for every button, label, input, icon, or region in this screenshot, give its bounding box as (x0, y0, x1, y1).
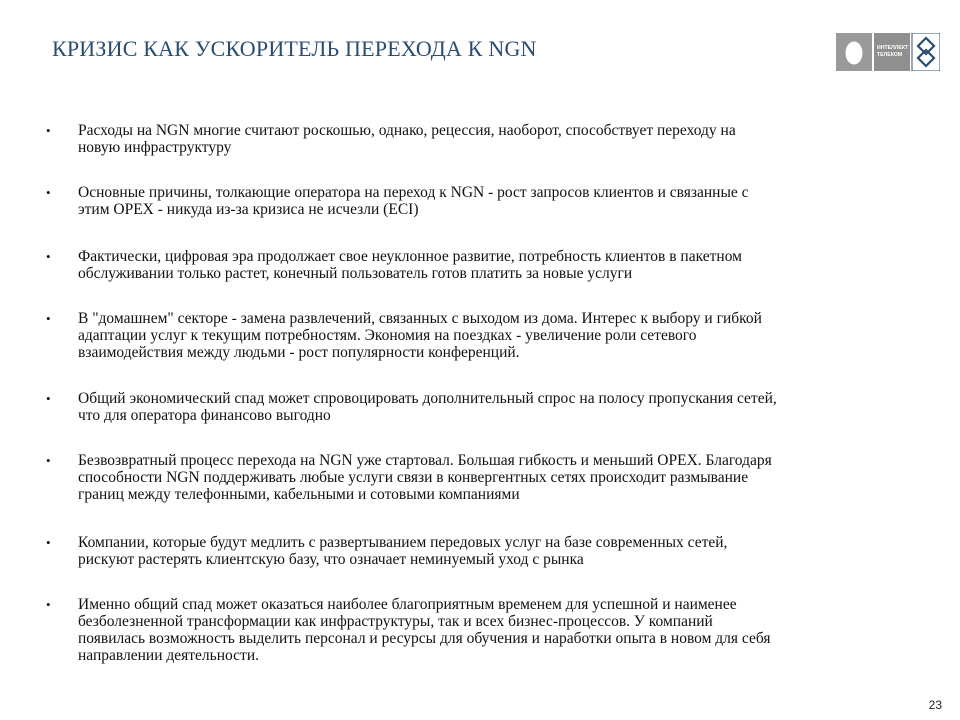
bullet-dot-icon: • (46, 453, 51, 468)
bullet-text: В "домашнем" секторе - замена развлечений, связанных с выходом из дома. Интерес к выбору и гибкой адаптации услуг к текущим потребностям. Экономия на поездках - увеличение роли сетевого взаимодействия между людьми - рост популярности конференций. (78, 310, 762, 361)
bullet-text: Фактически, цифровая эра продолжает свое неуклонное развитие, потребность клиентов в пакетном обслуживании только растет, конечный пользователь готов платить за новые услуги (78, 248, 742, 282)
bullet-dot-icon: • (46, 249, 51, 264)
bullet-dot-icon: • (46, 123, 51, 138)
logo-line2: ТЕЛЕКОМ (877, 52, 903, 58)
bullet-item (46, 184, 926, 218)
bullet-item (46, 390, 926, 424)
bullet-text: Общий экономический спад может спровоцировать дополнительный спрос на полосу пропускания сетей, что для оператора финансово выгодно (78, 390, 777, 424)
logo-line1: ИНТЕЛЛЕКТ (877, 45, 909, 51)
bullet-text: Именно общий спад может оказаться наиболее благоприятным временем для успешной и наименее безболезненной трансформации как инфраструктуры, так и всех бизнес-процессов. У компаний появилась возможность выделить персонал и ресурсы для обучения и наработки опыта в новом для себя направлении деятельности. (78, 596, 771, 664)
bullet-item (46, 122, 926, 156)
bullet-dot-icon: • (46, 185, 51, 200)
company-logo-icon (836, 33, 940, 71)
bullet-item (46, 310, 926, 361)
bullet-dot-icon: • (46, 535, 51, 550)
bullet-dot-icon: • (46, 597, 51, 612)
bullet-text: Безвозвратный процесс перехода на NGN уже стартовал. Большая гибкость и меньший OPEX. Благодаря способности NGN поддерживать любые услуги связи в конвергентных сетях происходит размывание границ между телефонными, кабельными и сотовыми компаниями (78, 452, 772, 503)
bullet-item (46, 596, 926, 664)
bullet-dot-icon: • (46, 391, 51, 406)
bullet-text: Основные причины, толкающие оператора на переход к NGN - рост запросов клиентов и связанные с этим OPEX - никуда из-за кризиса не исчезли (ECI) (78, 184, 749, 218)
bullet-item (46, 452, 926, 503)
page-number: 23 (928, 698, 942, 712)
bullet-text: Компании, которые будут медлить с развертыванием передовых услуг на базе современных сетей, рискуют растерять клиентскую базу, что означает неминуемый уход с рынка (78, 534, 728, 568)
bullet-text: Расходы на NGN многие считают роскошью, однако, рецессия, наоборот, способствует переходу на новую инфраструктуру (78, 122, 736, 156)
bullet-item (46, 248, 926, 282)
slide-title: КРИЗИС КАК УСКОРИТЕЛЬ ПЕРЕХОДА К NGN (52, 36, 537, 61)
bullet-dot-icon: • (46, 311, 51, 326)
bullet-item (46, 534, 926, 568)
